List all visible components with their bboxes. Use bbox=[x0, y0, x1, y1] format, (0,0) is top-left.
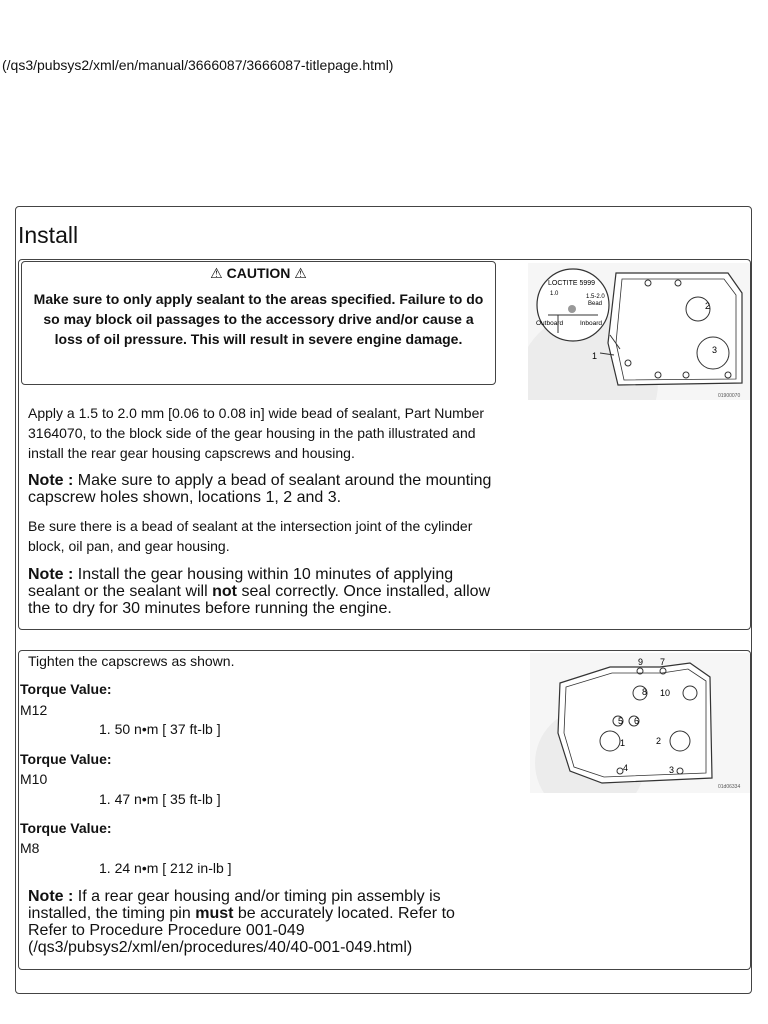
callout-7: 7 bbox=[660, 657, 666, 667]
outboard-label: Outboard bbox=[536, 320, 564, 327]
figure-id: 01900070 bbox=[718, 393, 741, 399]
caution-heading bbox=[22, 265, 495, 282]
callout-5: 5 bbox=[618, 716, 624, 726]
note-label: Note : bbox=[28, 472, 74, 489]
callout-3: 3 bbox=[712, 345, 718, 355]
callout-1: 1 bbox=[620, 738, 626, 748]
callout-2: 2 bbox=[656, 736, 662, 746]
caution-text: Make sure to only apply sealant to the areas specified. Failure to do so may block oil passages to the accessory drive and/or cause a loss of oil pressure. This will result in severe engine damage. bbox=[33, 291, 484, 347]
torque-size-m8: M8 bbox=[20, 840, 40, 856]
torque-label-m12: Torque Value: bbox=[20, 681, 112, 697]
torque-size-m10: M10 bbox=[20, 771, 48, 787]
callout-8: 8 bbox=[642, 687, 648, 697]
note-label: Note : bbox=[28, 888, 74, 905]
callout-10: 10 bbox=[660, 688, 671, 698]
note-emphasis: must bbox=[195, 905, 234, 922]
torque-size-m12: M12 bbox=[20, 702, 48, 718]
warning-icon: ⚠ bbox=[294, 265, 307, 281]
callout-4: 4 bbox=[623, 763, 629, 773]
tighten-instruction: Tighten the capscrews as shown. bbox=[28, 653, 235, 669]
callout-2: 2 bbox=[705, 301, 711, 311]
inboard-label: Inboard bbox=[580, 320, 603, 327]
note-text-b[interactable]: be accurately located. Refer to Refer to Procedure Procedure 001-049 (/qs3/pubsys2/xml/en/procedures/40/40-001-049.html) bbox=[28, 905, 455, 956]
page-url[interactable]: (/qs3/pubsys2/xml/en/manual/3666087/3666087-titlepage.html) bbox=[2, 57, 394, 73]
callout-6: 6 bbox=[634, 716, 640, 726]
torque-label-m8: Torque Value: bbox=[20, 820, 112, 836]
torque-value-m8: 1. 24 n•m [ 212 in-lb ] bbox=[99, 860, 232, 876]
sealant-joint-text: Be sure there is a bead of sealant at the intersection joint of the cylinder block, oil pan, and gear housing. bbox=[28, 518, 473, 554]
note-install-time bbox=[28, 566, 498, 617]
torque-label-m10: Torque Value: bbox=[20, 751, 112, 767]
callout-9: 9 bbox=[638, 657, 644, 667]
torque-value-m12: 1. 50 n•m [ 37 ft-lb ] bbox=[99, 721, 221, 737]
dim-b-label: 1.5-2.0 bbox=[586, 294, 605, 300]
note-mounting bbox=[28, 472, 498, 506]
note-label: Note : bbox=[28, 566, 74, 583]
callout-3: 3 bbox=[669, 765, 675, 775]
note-text-a: Install the gear housing within 10 minutes of applying sealant or the sealant will bbox=[28, 566, 454, 600]
figure-id: 01d06334 bbox=[718, 784, 741, 790]
dim-a-label: 1.0 bbox=[550, 291, 559, 297]
section-title: Install bbox=[18, 222, 79, 248]
note-text-b: seal correctly. Once installed, allow the to dry for 30 minutes before running the engine. bbox=[28, 583, 491, 617]
callout-1: 1 bbox=[592, 351, 598, 361]
caution-label: CAUTION bbox=[226, 265, 291, 281]
note-timing-pin bbox=[28, 888, 498, 956]
figure-sealant-path bbox=[528, 263, 750, 400]
torque-value-m10: 1. 47 n•m [ 35 ft-lb ] bbox=[99, 791, 221, 807]
bead-label: Bead bbox=[588, 301, 603, 307]
note-text-a: If a rear gear housing and/or timing pin assembly is installed, the timing pin bbox=[28, 888, 441, 922]
caution-box bbox=[21, 261, 496, 385]
figure-capscrew-sequence bbox=[530, 653, 750, 793]
loctite-label: LOCTITE 5999 bbox=[548, 280, 596, 287]
sealant-instruction: Apply a 1.5 to 2.0 mm [0.06 to 0.08 in] wide bead of sealant, Part Number 3164070, to the block side of the gear housing in the path illustrated and install the rear gear housing capscrews and housing. bbox=[28, 405, 485, 461]
warning-icon: ⚠ bbox=[210, 265, 223, 281]
note-text: Make sure to apply a bead of sealant around the mounting capscrew holes shown, locations 1, 2 and 3. bbox=[28, 472, 492, 506]
note-emphasis: not bbox=[212, 583, 237, 600]
